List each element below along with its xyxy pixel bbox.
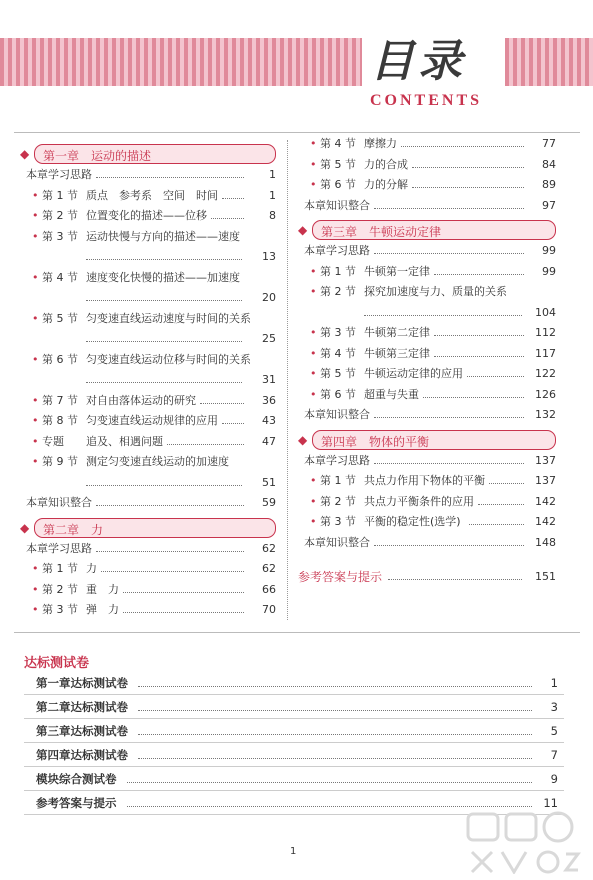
page-number: 99 <box>542 244 556 257</box>
section-number: 第 3 节 <box>42 229 78 243</box>
page-number: 126 <box>535 387 556 401</box>
page-number: 25 <box>262 332 276 345</box>
bullet-dot-icon: • <box>310 285 317 298</box>
entry-title: 本章知识整合 <box>304 198 370 212</box>
entry-title: 对自由落体运动的研究 <box>86 393 196 407</box>
entry-title: 重 力 <box>86 582 119 596</box>
dot-leader <box>374 208 524 209</box>
toc-entry-section[interactable] <box>298 177 556 193</box>
toc-entry-section[interactable] <box>20 270 276 286</box>
page-number: 137 <box>535 474 556 487</box>
dot-leader <box>96 177 244 178</box>
chapter-label: 第二章 力 <box>43 522 104 537</box>
toc-entry-section[interactable] <box>20 561 276 577</box>
page-subtitle: CONTENTS <box>370 92 483 109</box>
section-number: 第 7 节 <box>42 393 78 407</box>
section-number: 第 6 节 <box>320 178 356 191</box>
toc-entry-answers[interactable] <box>298 569 556 585</box>
chapter-pill <box>312 430 556 450</box>
entry-title: 运动快慢与方向的描述——速度 <box>86 229 240 243</box>
dot-leader <box>138 710 532 711</box>
test-item[interactable] <box>24 768 564 791</box>
entry-title: 摩擦力 <box>364 137 397 150</box>
test-item[interactable] <box>24 696 564 719</box>
dot-leader <box>434 335 524 336</box>
mid-divider <box>14 632 580 633</box>
toc-entry-section[interactable] <box>298 325 556 341</box>
diamond-icon: ◆ <box>20 147 30 161</box>
page-number: 1 <box>550 676 558 690</box>
entry-title: 本章学习思路 <box>26 541 92 555</box>
toc-entry-section[interactable] <box>20 352 276 368</box>
bullet-dot-icon: • <box>310 157 317 171</box>
chapter-pill <box>312 220 556 240</box>
toc-entry-section[interactable] <box>298 514 556 530</box>
page-number: 70 <box>262 603 276 616</box>
page-number: 132 <box>535 408 556 421</box>
toc-entry-section[interactable] <box>298 136 556 152</box>
entry-title: 牛顿运动定律的应用 <box>364 367 463 380</box>
page-number: 137 <box>535 453 556 467</box>
bullet-dot-icon: • <box>32 311 39 325</box>
page-number: 99 <box>542 264 556 278</box>
chapter-pill <box>34 144 276 164</box>
page-number: 142 <box>535 515 556 528</box>
test-title: 参考答案与提示 <box>36 796 117 810</box>
chapter-label: 第一章 运动的描述 <box>43 149 152 163</box>
toc-entry-section[interactable] <box>298 387 556 403</box>
toc-entry-section[interactable] <box>20 454 276 470</box>
section-number: 第 6 节 <box>320 387 356 401</box>
page-number: 97 <box>542 198 556 212</box>
entry-title: 匀变速直线运动规律的应用 <box>86 414 218 427</box>
dot-leader <box>127 782 533 783</box>
page-number: 148 <box>535 535 556 549</box>
top-divider <box>14 132 580 133</box>
page-number: 8 <box>269 209 276 222</box>
dot-leader <box>86 259 242 260</box>
dot-leader <box>374 545 524 546</box>
entry-title: 探究加速度与力、质量的关系 <box>364 285 507 298</box>
section-number: 第 6 节 <box>42 352 78 366</box>
bullet-dot-icon: • <box>310 264 317 278</box>
toc-entry-section[interactable] <box>298 366 556 382</box>
toc-entry-section[interactable] <box>298 284 556 300</box>
page-number: 5 <box>550 724 558 738</box>
dot-leader <box>374 417 524 418</box>
bullet-dot-icon: • <box>32 229 39 243</box>
toc-entry-section[interactable] <box>20 208 276 224</box>
page-title: 目录 <box>370 36 466 87</box>
bullet-dot-icon: • <box>310 387 317 401</box>
dot-leader <box>138 686 532 687</box>
toc-entry-section[interactable] <box>20 188 276 204</box>
page-number: 89 <box>542 178 556 191</box>
section-number: 第 1 节 <box>42 562 78 575</box>
bullet-dot-icon: • <box>310 474 317 487</box>
entry-title: 牛顿第三定律 <box>364 346 430 360</box>
page-number: 84 <box>542 157 556 171</box>
header-stripe-left <box>0 38 362 86</box>
diamond-icon: ◆ <box>298 432 308 447</box>
section-number: 专题 <box>42 434 64 448</box>
toc-entry-continuation <box>20 372 276 388</box>
dot-leader <box>96 551 244 552</box>
toc-entry-continuation <box>298 305 556 321</box>
bullet-dot-icon: • <box>310 137 317 150</box>
bullet-dot-icon: • <box>310 367 317 380</box>
section-number: 第 3 节 <box>320 326 356 339</box>
page-number: 112 <box>535 326 556 339</box>
entry-title: 牛顿第二定律 <box>364 326 430 339</box>
entry-title: 质点 参考系 空间 时间 <box>86 188 218 202</box>
bullet-dot-icon: • <box>310 515 317 528</box>
dot-leader <box>222 423 244 424</box>
toc-entry-section[interactable] <box>20 582 276 598</box>
chapter-header[interactable] <box>298 430 556 448</box>
dot-leader <box>478 504 524 505</box>
entry-title: 本章知识整合 <box>26 496 92 509</box>
entry-title: 力的合成 <box>364 157 408 171</box>
section-number: 第 2 节 <box>320 285 356 298</box>
test-title: 第三章达标测试卷 <box>36 724 128 738</box>
toc-entry-continuation <box>20 331 276 347</box>
watermark-logo <box>462 808 582 874</box>
dot-leader <box>86 341 242 342</box>
entry-title: 本章知识整合 <box>304 408 370 421</box>
page-number: 11 <box>543 796 558 810</box>
toc-entry-summary[interactable] <box>298 243 556 259</box>
dot-leader <box>138 758 532 759</box>
bullet-dot-icon: • <box>32 209 39 222</box>
entry-title: 力 <box>86 562 97 575</box>
chapter-header[interactable] <box>20 144 276 162</box>
page-number: 3 <box>550 700 558 714</box>
toc-entry-summary[interactable] <box>298 453 556 469</box>
toc-entry-continuation <box>20 290 276 306</box>
entry-title: 平衡的稳定性(选学) <box>364 515 461 528</box>
test-title: 第二章达标测试卷 <box>36 700 128 714</box>
page-number: 104 <box>535 305 556 319</box>
section-number: 第 1 节 <box>320 474 356 487</box>
bullet-dot-icon: • <box>32 270 39 284</box>
entry-title: 超重与失重 <box>364 387 419 401</box>
test-item[interactable] <box>24 744 564 767</box>
page-number: 142 <box>535 494 556 508</box>
toc-entry-section[interactable] <box>298 264 556 280</box>
chapter-label: 第三章 牛顿运动定律 <box>321 225 442 239</box>
toc-entry-summary[interactable] <box>298 198 556 214</box>
dot-leader <box>412 167 524 168</box>
toc-entry-summary[interactable] <box>298 407 556 423</box>
section-number: 第 3 节 <box>42 603 78 616</box>
page-number: 36 <box>262 393 276 407</box>
dot-leader <box>86 300 242 301</box>
test-title: 第四章达标测试卷 <box>36 748 128 762</box>
entry-title: 力的分解 <box>364 178 408 191</box>
page-number: 1 <box>269 168 276 181</box>
page-number: 47 <box>262 434 276 448</box>
entry-title: 匀变速直线运动速度与时间的关系 <box>86 311 251 325</box>
toc-entry-section[interactable] <box>20 393 276 409</box>
dot-leader <box>374 253 524 254</box>
dot-leader <box>434 356 524 357</box>
bullet-dot-icon: • <box>32 352 39 366</box>
dot-leader <box>412 187 524 188</box>
toc-entry-section[interactable] <box>298 494 556 510</box>
toc-entry-section[interactable] <box>298 346 556 362</box>
column-divider <box>287 140 289 620</box>
chapter-pill <box>34 518 276 538</box>
toc-entry-section[interactable] <box>298 473 556 489</box>
page-number: 51 <box>262 475 276 489</box>
test-title: 第一章达标测试卷 <box>36 676 128 690</box>
page-number: 13 <box>262 250 276 263</box>
toc-entry-summary[interactable] <box>20 167 276 183</box>
dot-leader <box>138 734 532 735</box>
diamond-icon: ◆ <box>298 223 308 237</box>
bullet-dot-icon: • <box>32 188 39 202</box>
page-number: 117 <box>535 346 556 360</box>
section-number: 第 1 节 <box>320 264 356 278</box>
section-number: 第 4 节 <box>320 137 356 150</box>
entry-title: 弹 力 <box>86 603 119 616</box>
dot-leader <box>167 444 244 445</box>
entry-title: 本章知识整合 <box>304 535 370 549</box>
dot-leader <box>423 397 524 398</box>
bullet-dot-icon: • <box>32 562 39 575</box>
section-number: 第 9 节 <box>42 455 78 468</box>
page-number: 1 <box>269 188 276 202</box>
dot-leader <box>123 612 244 613</box>
diamond-icon: ◆ <box>20 520 30 535</box>
entry-title: 共点力作用下物体的平衡 <box>364 474 485 487</box>
dot-leader <box>127 806 533 807</box>
toc-entry-section[interactable] <box>20 434 276 450</box>
page-number: 62 <box>262 541 276 555</box>
entry-title: 本章学习思路 <box>304 244 370 257</box>
entry-title: 参考答案与提示 <box>298 570 383 584</box>
entry-title: 测定匀变速直线运动的加速度 <box>86 455 229 468</box>
page-number: 77 <box>542 137 556 150</box>
entry-title: 速度变化快慢的描述——加速度 <box>86 270 240 284</box>
toc-entry-section[interactable] <box>20 229 276 245</box>
bullet-dot-icon: • <box>310 494 317 508</box>
toc-entry-section[interactable] <box>20 413 276 429</box>
dot-leader <box>222 198 244 199</box>
toc-entry-continuation <box>20 249 276 265</box>
entry-title: 本章学习思路 <box>304 453 370 467</box>
chapter-header[interactable] <box>20 518 276 536</box>
test-item[interactable] <box>24 720 564 743</box>
toc-entry-continuation <box>20 475 276 491</box>
page-number: 20 <box>262 291 276 304</box>
dot-leader <box>374 463 524 464</box>
section-number: 第 3 节 <box>320 515 356 528</box>
dot-leader <box>200 403 244 404</box>
dot-leader <box>434 274 524 275</box>
toc-entry-section[interactable] <box>20 311 276 327</box>
page-number: 66 <box>262 582 276 596</box>
section-number: 第 8 节 <box>42 414 78 427</box>
page-number: 59 <box>262 496 276 509</box>
entry-title: 匀变速直线运动位移与时间的关系 <box>86 352 251 366</box>
entry-title: 牛顿第一定律 <box>364 264 430 278</box>
dot-leader <box>86 382 242 383</box>
entry-title: 本章学习思路 <box>26 168 92 181</box>
page-number: 1 <box>290 846 297 857</box>
bullet-dot-icon: • <box>32 603 39 616</box>
dot-leader <box>469 524 524 525</box>
bullet-dot-icon: • <box>32 393 39 407</box>
chapter-label: 第四章 物体的平衡 <box>321 434 430 449</box>
bullet-dot-icon: • <box>32 434 39 448</box>
bullet-dot-icon: • <box>310 178 317 191</box>
toc-entry-summary[interactable] <box>298 535 556 551</box>
entry-title: 位置变化的描述——位移 <box>86 209 207 222</box>
section-number: 第 5 节 <box>320 367 356 380</box>
dot-leader <box>211 218 244 219</box>
bullet-dot-icon: • <box>310 326 317 339</box>
section-number: 第 5 节 <box>42 311 78 325</box>
dot-leader <box>101 571 244 572</box>
section-number: 第 2 节 <box>42 582 78 596</box>
section-number: 第 1 节 <box>42 188 78 202</box>
header-stripe-right <box>505 38 593 86</box>
bullet-dot-icon: • <box>32 455 39 468</box>
section-number: 第 4 节 <box>42 270 78 284</box>
test-item[interactable] <box>24 672 564 695</box>
entry-title: 追及、相遇问题 <box>86 434 163 448</box>
tests-heading: 达标测试卷 <box>24 656 90 671</box>
section-number: 第 4 节 <box>320 346 356 360</box>
section-number: 第 2 节 <box>320 494 356 508</box>
toc-entry-section[interactable] <box>298 157 556 173</box>
dot-leader <box>467 376 524 377</box>
page-number: 122 <box>535 367 556 380</box>
bullet-dot-icon: • <box>310 346 317 360</box>
page-number: 151 <box>535 570 556 583</box>
page-number: 7 <box>550 748 558 762</box>
toc-entry-summary[interactable] <box>20 541 276 557</box>
dot-leader <box>86 485 242 486</box>
section-number: 第 5 节 <box>320 157 356 171</box>
bullet-dot-icon: • <box>32 414 39 427</box>
dot-leader <box>123 592 244 593</box>
dot-leader <box>388 579 522 580</box>
entry-title: 共点力平衡条件的应用 <box>364 494 474 508</box>
toc-entry-summary[interactable] <box>20 495 276 511</box>
page-number: 9 <box>550 772 558 786</box>
toc-entry-section[interactable] <box>20 602 276 618</box>
page-number: 31 <box>262 373 276 386</box>
test-title: 模块综合测试卷 <box>36 772 117 786</box>
dot-leader <box>96 505 244 506</box>
dot-leader <box>489 483 524 484</box>
section-number: 第 2 节 <box>42 209 78 222</box>
bullet-dot-icon: • <box>32 582 39 596</box>
page-number: 43 <box>262 414 276 427</box>
page-number: 62 <box>262 562 276 575</box>
dot-leader <box>401 146 524 147</box>
dot-leader <box>364 315 522 316</box>
chapter-header[interactable] <box>298 220 556 238</box>
header-band <box>0 38 593 86</box>
